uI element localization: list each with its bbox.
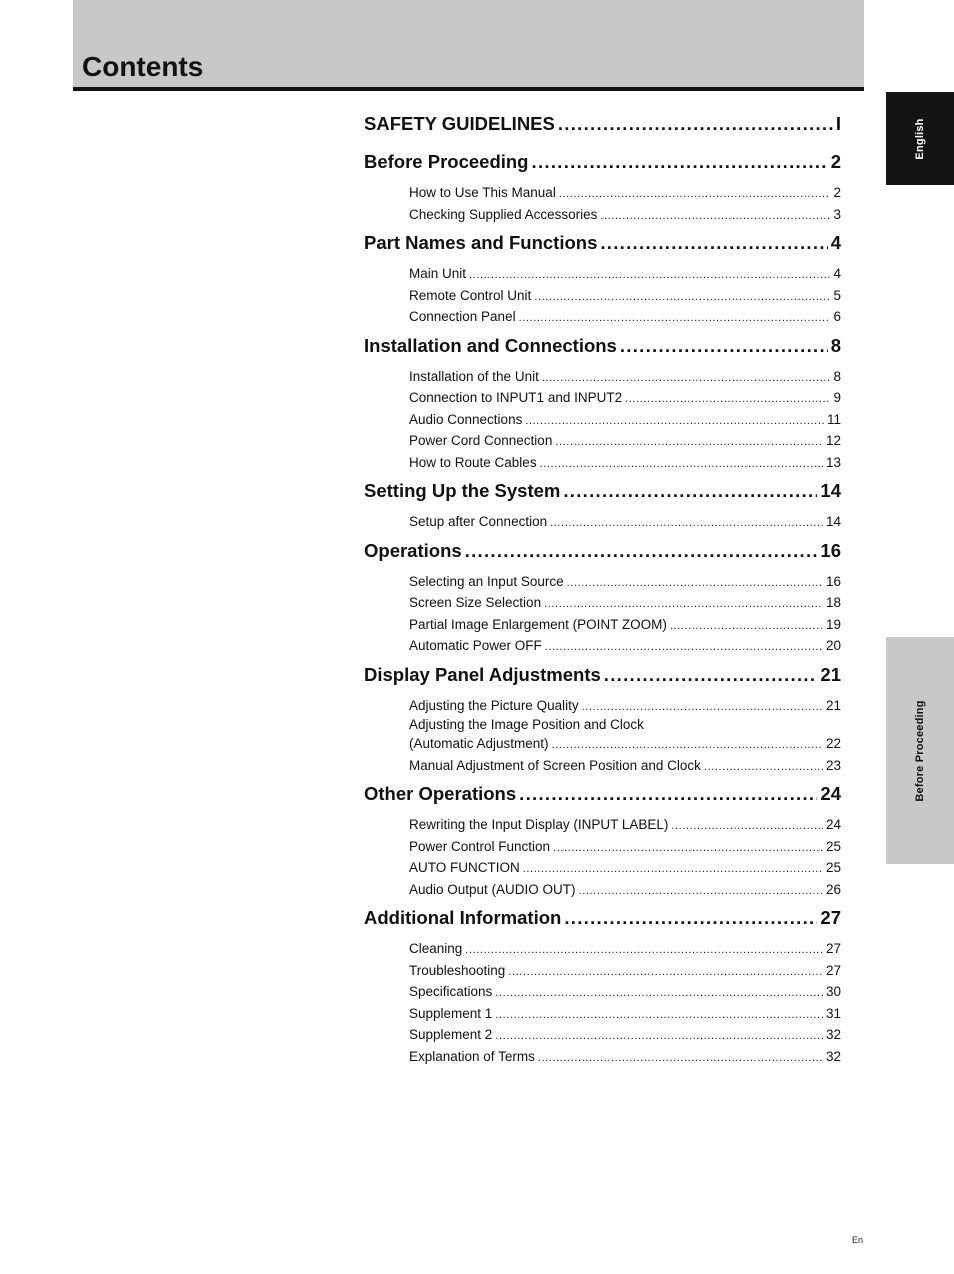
dot-leader	[579, 881, 823, 901]
toc-item-title: Adjusting the Image Position and Clock	[409, 717, 644, 732]
header-rule	[73, 87, 864, 91]
toc-section-heading[interactable]	[364, 781, 841, 814]
toc-section-heading-page-number: 24	[820, 783, 841, 804]
toc-section-heading[interactable]	[364, 478, 841, 511]
dot-leader	[600, 230, 827, 256]
toc-item-title: Connection Panel	[409, 309, 516, 324]
toc-item-title: Connection to INPUT1 and INPUT2	[409, 390, 623, 405]
dot-leader	[469, 265, 830, 285]
toc-section-heading-page-number: 27	[820, 907, 841, 928]
toc-item-title: Automatic Power OFF	[409, 638, 542, 653]
toc-item[interactable]	[409, 836, 841, 858]
side-tab-english[interactable]	[886, 92, 954, 185]
toc-section	[364, 111, 841, 144]
toc-item[interactable]	[409, 938, 841, 960]
toc-item-title: Audio Connections	[409, 411, 523, 427]
toc-section-heading[interactable]	[364, 230, 841, 263]
toc-item-title: Partial Image Enlargement (POINT ZOOM)	[409, 616, 667, 632]
toc-item-page-number: 13	[825, 454, 841, 470]
toc-item-page-number: 16	[825, 573, 841, 589]
toc-item-page-number: 20	[825, 638, 841, 653]
toc-item-page-number: 8	[833, 368, 841, 384]
toc-item-title: Audio Output (AUDIO OUT)	[409, 881, 576, 897]
toc-item-title: Manual Adjustment of Screen Position and Clock	[409, 757, 701, 773]
toc-section-heading-page-number: 21	[820, 663, 841, 685]
toc-item-page-number: 3	[833, 206, 841, 222]
toc-item-page-number: 27	[825, 962, 841, 978]
dot-leader	[604, 662, 818, 688]
toc-item-page-number: 31	[825, 1005, 841, 1021]
toc-item-title: Adjusting the Picture Quality	[409, 697, 579, 713]
dot-leader	[508, 962, 823, 982]
table-of-contents	[364, 111, 841, 1072]
dot-leader	[544, 594, 823, 614]
toc-item-title: Main Unit	[409, 266, 467, 281]
dot-leader	[582, 697, 823, 717]
toc-item-continuation[interactable]	[409, 733, 841, 755]
toc-section-heading-page-number: 2	[830, 151, 841, 172]
toc-item-page-number: 25	[825, 838, 841, 854]
toc-item-page-number: 9	[833, 390, 841, 405]
toc-section	[364, 230, 841, 328]
dot-leader	[550, 513, 823, 533]
toc-item[interactable]	[409, 306, 841, 328]
dot-leader	[559, 184, 831, 204]
toc-item[interactable]	[409, 614, 841, 636]
toc-section	[364, 149, 841, 225]
dot-leader	[704, 757, 823, 777]
toc-item[interactable]	[409, 366, 841, 388]
toc-section-heading-title: Operations	[364, 539, 462, 561]
toc-item-page-number: 14	[825, 514, 841, 529]
dot-leader	[555, 432, 823, 452]
toc-item-page-number: 18	[825, 595, 841, 610]
dot-leader	[625, 389, 830, 409]
toc-item-title: Troubleshooting	[409, 962, 506, 978]
toc-item[interactable]	[409, 430, 841, 452]
toc-item[interactable]	[409, 960, 841, 982]
toc-section-heading-title: SAFETY GUIDELINES	[364, 113, 555, 134]
toc-section-heading-title: Display Panel Adjustments	[364, 663, 601, 685]
toc-item-title: AUTO FUNCTION	[409, 860, 520, 875]
toc-section	[364, 333, 841, 474]
toc-item[interactable]	[409, 592, 841, 614]
toc-item[interactable]	[409, 511, 841, 533]
toc-item-continuation-page-number: 22	[825, 736, 841, 751]
toc-item[interactable]	[409, 981, 841, 1003]
dot-leader	[465, 940, 823, 960]
toc-item[interactable]	[409, 1024, 841, 1046]
toc-section-heading[interactable]	[364, 149, 841, 182]
dot-leader	[558, 111, 833, 137]
toc-section-heading-page-number: I	[835, 113, 841, 134]
dot-leader	[670, 616, 823, 636]
footer-language: En	[852, 1235, 864, 1245]
toc-item-page-number: 5	[833, 287, 841, 303]
toc-item-page-number: 4	[833, 266, 841, 281]
toc-item-page-number: 2	[833, 185, 841, 200]
toc-item[interactable]	[409, 182, 841, 204]
toc-section	[364, 478, 841, 533]
dot-leader	[465, 538, 818, 564]
toc-item-continuation-title: (Automatic Adjustment)	[409, 736, 549, 751]
toc-item-title: How to Use This Manual	[409, 185, 556, 200]
toc-item[interactable]	[409, 879, 841, 901]
toc-section-heading[interactable]	[364, 905, 841, 938]
toc-section-heading-page-number: 8	[830, 334, 841, 356]
toc-item-title: Power Cord Connection	[409, 433, 553, 448]
dot-leader	[495, 1005, 823, 1025]
dot-leader	[553, 838, 823, 858]
dot-leader	[519, 308, 831, 328]
toc-item-title: Selecting an Input Source	[409, 573, 564, 589]
toc-item-page-number: 12	[825, 433, 841, 448]
toc-item-page-number: 24	[825, 817, 841, 832]
toc-item[interactable]	[409, 716, 841, 755]
toc-item[interactable]	[409, 409, 841, 431]
toc-item-title: Cleaning	[409, 941, 463, 956]
toc-section-heading-page-number: 14	[820, 480, 841, 501]
toc-item[interactable]	[409, 1046, 841, 1068]
dot-leader	[540, 454, 823, 474]
toc-section-heading-title: Installation and Connections	[364, 334, 617, 356]
toc-item[interactable]	[409, 571, 841, 593]
dot-leader	[552, 735, 823, 755]
toc-item-page-number: 27	[825, 941, 841, 956]
toc-item-page-number: 32	[825, 1027, 841, 1042]
toc-item[interactable]	[409, 452, 841, 474]
toc-section	[364, 905, 841, 1067]
toc-section-heading-page-number: 4	[830, 232, 841, 253]
toc-section-heading-title: Other Operations	[364, 783, 517, 804]
toc-item-title: Setup after Connection	[409, 514, 548, 529]
dot-leader	[600, 206, 830, 226]
toc-section-heading-title: Part Names and Functions	[364, 232, 598, 253]
toc-item[interactable]	[409, 263, 841, 285]
toc-item-page-number: 21	[825, 697, 841, 713]
toc-section-heading[interactable]	[364, 662, 841, 695]
toc-item-title: Remote Control Unit	[409, 287, 532, 303]
dot-leader	[563, 478, 817, 504]
toc-item-page-number: 26	[825, 881, 841, 897]
toc-item-page-number: 32	[825, 1048, 841, 1064]
toc-item-title: Supplement 1	[409, 1005, 493, 1021]
toc-item[interactable]	[409, 814, 841, 836]
toc-item-title: Rewriting the Input Display (INPUT LABEL)	[409, 817, 669, 832]
toc-section-heading-title: Additional Information	[364, 907, 562, 928]
toc-item[interactable]	[409, 695, 841, 717]
dot-leader	[525, 411, 824, 431]
toc-item[interactable]	[409, 285, 841, 307]
toc-item[interactable]	[409, 204, 841, 226]
dot-leader	[495, 1026, 823, 1046]
toc-item[interactable]	[409, 1003, 841, 1025]
dot-leader	[523, 859, 823, 879]
toc-section-heading-title: Before Proceeding	[364, 151, 529, 172]
toc-section	[364, 662, 841, 777]
dot-leader	[532, 149, 828, 175]
toc-item-title: Installation of the Unit	[409, 368, 539, 384]
dot-leader	[534, 287, 830, 307]
dot-leader	[519, 781, 817, 807]
toc-section-heading[interactable]	[364, 538, 841, 571]
toc-item-page-number: 23	[825, 757, 841, 773]
toc-item-title: Power Control Function	[409, 838, 551, 854]
toc-item-title: Checking Supplied Accessories	[409, 206, 598, 222]
toc-item-page-number: 19	[825, 616, 841, 632]
side-tab-english-label: English	[914, 117, 926, 160]
dot-leader	[564, 905, 817, 931]
toc-item-page-number: 30	[825, 984, 841, 999]
toc-section-heading-title: Setting Up the System	[364, 480, 561, 501]
toc-item-title: Screen Size Selection	[409, 595, 542, 610]
toc-item[interactable]	[409, 755, 841, 777]
toc-item-title: How to Route Cables	[409, 454, 537, 470]
toc-item-title: Specifications	[409, 984, 493, 999]
toc-section	[364, 781, 841, 900]
toc-item[interactable]	[409, 387, 841, 409]
dot-leader	[538, 1048, 823, 1068]
toc-item-page-number: 6	[833, 309, 841, 324]
toc-item[interactable]	[409, 635, 841, 657]
toc-item-page-number: 11	[826, 411, 841, 427]
toc-item[interactable]	[409, 857, 841, 879]
page-title: Contents	[82, 51, 204, 82]
dot-leader	[542, 368, 831, 388]
toc-item-title: Explanation of Terms	[409, 1048, 535, 1064]
toc-section-heading[interactable]	[364, 333, 841, 366]
toc-section	[364, 538, 841, 657]
dot-leader	[671, 816, 823, 836]
toc-item-page-number: 25	[825, 860, 841, 875]
dot-leader	[495, 983, 823, 1003]
side-tab-before-proceeding-label: Before Proceeding	[914, 699, 926, 802]
toc-section-heading-page-number: 16	[820, 539, 841, 561]
dot-leader	[545, 637, 823, 657]
toc-section-heading[interactable]	[364, 111, 841, 144]
dot-leader	[620, 333, 828, 359]
side-tab-before-proceeding[interactable]	[886, 637, 954, 864]
dot-leader	[567, 573, 823, 593]
toc-item-title: Supplement 2	[409, 1027, 493, 1042]
